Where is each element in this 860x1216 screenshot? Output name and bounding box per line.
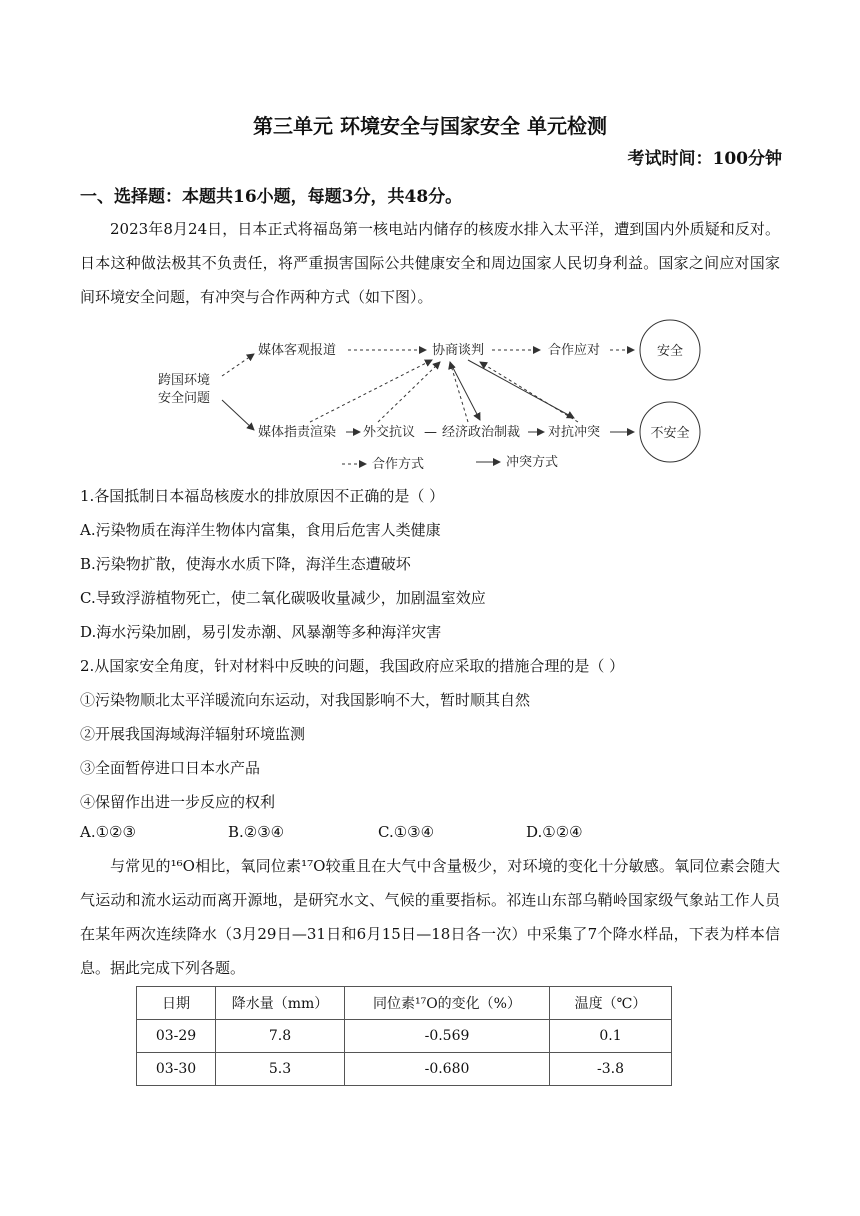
table-header-cell: 温度（℃）: [550, 987, 672, 1020]
q1-option-d: D.海水污染加剧，易引发赤潮、风暴潮等多种海洋灾害: [80, 623, 442, 641]
diagram-sanctions: 经济政治制裁: [442, 425, 521, 440]
table-header-cell: 降水量（mm）: [216, 987, 345, 1020]
legend-coop-label: 合作方式: [372, 457, 425, 472]
table-row: [137, 1053, 672, 1086]
diagram-negotiation: 协商谈判: [432, 343, 485, 358]
table-row: [137, 1020, 672, 1053]
intro-paragraph: [80, 212, 780, 314]
legend-conflict-label: 冲突方式: [506, 455, 559, 470]
page-title: 第三单元 环境安全与国家安全 单元检测: [253, 114, 607, 138]
diagram-media-blame: 媒体指责渲染: [258, 425, 337, 440]
q2-option-c: C.①③④: [378, 823, 435, 841]
table-header-cell: 同位素¹⁷O的变化（%）: [345, 987, 550, 1020]
q1-option-b: B.污染物扩散，使海水水质下降，海洋生态遭破坏: [80, 555, 411, 573]
arrow-protest-to-negotiation: [378, 362, 440, 422]
diagram-source-line1: 跨国环境: [158, 373, 211, 388]
section-heading: 一、选择题：本题共16小题，每题3分，共48分。: [80, 187, 463, 207]
table-header-cell: 日期: [137, 987, 216, 1020]
q2-option-a: A.①②③: [80, 823, 136, 841]
q1-option-a: A.污染物质在海洋生物体内富集，食用后危害人类健康: [80, 521, 441, 539]
diagram-media-objective: 媒体客观报道: [258, 343, 337, 358]
q2-option-d: D.①②④: [526, 823, 583, 841]
q2-item-3: ③全面暂停进口日本水产品: [80, 759, 261, 777]
arrow-confrontation-to-negotiation: [480, 362, 578, 422]
diagram-cooperative-response: 合作应对: [548, 343, 601, 358]
exam-time: 考试时间：100分钟: [627, 149, 782, 169]
passage2-text: 与常见的¹⁶O相比，氧同位素¹⁷O较重且在大气中含量极少，对环境的变化十分敏感。氧同位素会随大气运动和流水运动而离开源地，是研究水文、气候的重要指标。祁连山东部乌鞘岭国家级气象站工作人员在某年两次连续降水（3月29日—31日和6月15日—18日各一次）中采集了7个降水样品，下表为样本信息。据此完成下列各题。: [80, 857, 780, 977]
table-cell: -0.680: [345, 1053, 550, 1086]
q2-item-2: ②开展我国海域海洋辐射环境监测: [80, 725, 306, 743]
table-cell: 03-30: [137, 1053, 216, 1086]
diagram-confrontation: 对抗冲突: [548, 425, 601, 440]
table-cell: -0.569: [345, 1020, 550, 1053]
arrow-negotiation-to-sanctions: [450, 362, 480, 420]
security-diagram: [150, 318, 710, 476]
table-header-row: [137, 987, 672, 1020]
diagram-safe: 安全: [656, 344, 684, 359]
passage2-paragraph: [80, 849, 780, 985]
diagram-unsafe: 不安全: [650, 426, 690, 441]
table-cell: 03-29: [137, 1020, 216, 1053]
arrow-to-media-blame: [222, 400, 254, 430]
table-cell: -3.8: [550, 1053, 672, 1086]
sample-table: [136, 986, 672, 1086]
table-cell: 7.8: [216, 1020, 345, 1053]
q2-stem: 2.从国家安全角度，针对材料中反映的问题，我国政府应采取的措施合理的是（ ）: [80, 657, 625, 675]
q1-stem: 1.各国抵制日本福岛核废水的排放原因不正确的是（ ）: [80, 487, 445, 505]
diagram-source-line2: 安全问题: [158, 391, 211, 406]
diagram-diplomatic-protest: 外交抗议: [363, 425, 416, 440]
q2-item-4: ④保留作出进一步反应的权利: [80, 793, 276, 811]
table-cell: 0.1: [550, 1020, 672, 1053]
q2-item-1: ①污染物顺北太平洋暖流向东运动，对我国影响不大，暂时顺其自然: [80, 691, 531, 709]
arrow-to-media-objective: [222, 354, 254, 376]
q1-option-c: C.导致浮游植物死亡，使二氧化碳吸收量减少，加剧温室效应: [80, 589, 486, 607]
intro-text: 2023年8月24日，日本正式将福岛第一核电站内储存的核废水排入太平洋，遭到国内外质疑和反对。日本这种做法极其不负责任，将严重损害国际公共健康安全和周边国家人民切身利益。国家之间应对国家间环境安全问题，有冲突与合作两种方式（如下图）。: [80, 220, 780, 306]
arrow-blame-to-negotiation: [310, 360, 432, 422]
diagram-dash: —: [424, 425, 437, 440]
table-cell: 5.3: [216, 1053, 345, 1086]
arrow-negotiation-to-confrontation: [468, 360, 574, 418]
q2-option-b: B.②③④: [228, 823, 285, 841]
